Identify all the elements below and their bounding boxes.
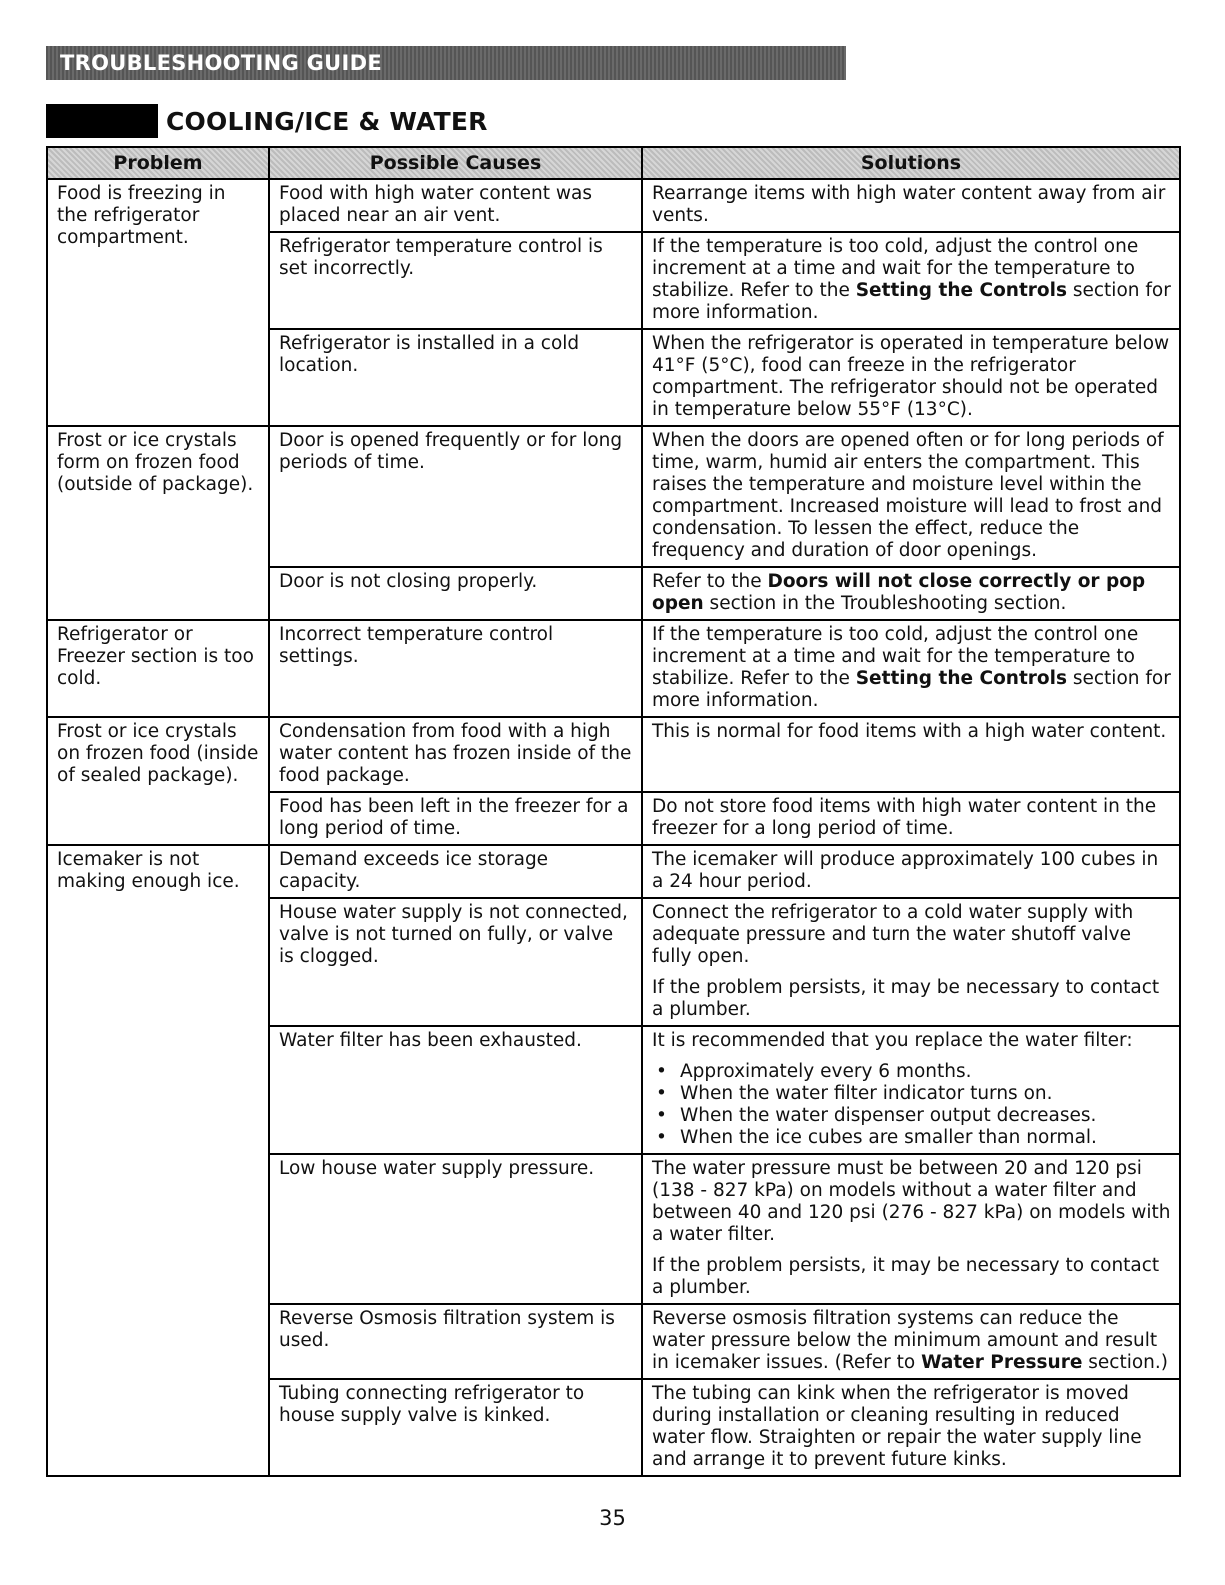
solution-cell: Do not store food items with high water content in the freezer for a long period of time. xyxy=(642,792,1180,845)
list-item: • Approximately every 6 months. xyxy=(652,1061,1171,1083)
solution-cell: The icemaker will produce approximately 100 cubes in a 24 hour period. xyxy=(642,845,1180,898)
cause-cell: Low house water supply pressure. xyxy=(269,1154,642,1304)
section-bar xyxy=(46,104,158,138)
solution-cell: The water pressure must be between 20 and 120 psi (138 - 827 kPa) on models without a water filter and between 40 and 120 psi (276 - 827 kPa) on models with a water filter. If the problem persists, it may be necessary to contact a plumber. xyxy=(642,1154,1180,1304)
cause-cell: Condensation from food with a high water content has frozen inside of the food package. xyxy=(269,717,642,792)
problem-cell: Refrigerator or Freezer section is too cold. xyxy=(47,620,269,717)
table-row xyxy=(47,426,1180,567)
solution-cell: This is normal for food items with a high water content. xyxy=(642,717,1180,792)
table-row xyxy=(47,845,1180,898)
section-title: COOLING/ICE & WATER xyxy=(166,106,488,136)
header-problem: Problem xyxy=(47,147,269,179)
solution-cell: It is recommended that you replace the water filter: • Approximately every 6 months. • When the water filter indicator turns on. • When the water dispenser output decreases. • When the ice cubes are smaller than normal. xyxy=(642,1026,1180,1154)
cause-cell: Door is opened frequently or for long periods of time. xyxy=(269,426,642,567)
problem-cell: Food is freezing in the refrigerator compartment. xyxy=(47,179,269,426)
cause-cell: Water filter has been exhausted. xyxy=(269,1026,642,1154)
cause-cell: Food with high water content was placed near an air vent. xyxy=(269,179,642,232)
header-causes: Possible Causes xyxy=(269,147,642,179)
cause-cell: Demand exceeds ice storage capacity. xyxy=(269,845,642,898)
list-item: • When the water filter indicator turns on. xyxy=(652,1083,1171,1105)
solution-cell: When the doors are opened often or for long periods of time, warm, humid air enters the compartment. This raises the temperature and moisture level within the compartment. Increased moisture will lead to frost and condensation. To lessen the effect, reduce the frequency and duration of door openings. xyxy=(642,426,1180,567)
solution-cell: Refer to the Doors will not close correctly or pop open section in the Troubleshooting section. xyxy=(642,567,1180,620)
solution-cell: If the temperature is too cold, adjust the control one increment at a time and wait for the temperature to stabilize. Refer to the Setting the Controls section for more information. xyxy=(642,620,1180,717)
problem-cell: Frost or ice crystals on frozen food (inside of sealed package). xyxy=(47,717,269,845)
solution-cell: The tubing can kink when the refrigerator is moved during installation or cleaning resulting in reduced water flow. Straighten or repair the water supply line and arrange it to prevent future kinks. xyxy=(642,1379,1180,1476)
table-row xyxy=(47,620,1180,717)
section-header xyxy=(46,104,488,138)
cause-cell: Incorrect temperature control settings. xyxy=(269,620,642,717)
list-item: • When the water dispenser output decreases. xyxy=(652,1105,1171,1127)
cause-cell: Food has been left in the freezer for a long period of time. xyxy=(269,792,642,845)
cause-cell: House water supply is not connected, valve is not turned on fully, or valve is clogged. xyxy=(269,898,642,1026)
cause-cell: Refrigerator is installed in a cold location. xyxy=(269,329,642,426)
table-header-row xyxy=(47,147,1180,179)
header-solutions: Solutions xyxy=(642,147,1180,179)
solution-cell: Connect the refrigerator to a cold water supply with adequate pressure and turn the water shutoff valve fully open. If the problem persists, it may be necessary to contact a plumber. xyxy=(642,898,1180,1026)
solution-cell: Reverse osmosis filtration systems can reduce the water pressure below the minimum amount and result in icemaker issues. (Refer to Water Pressure section.) xyxy=(642,1304,1180,1379)
list-item: • When the ice cubes are smaller than normal. xyxy=(652,1127,1171,1149)
cause-cell: Reverse Osmosis filtration system is used. xyxy=(269,1304,642,1379)
guide-banner: TROUBLESHOOTING GUIDE xyxy=(46,46,846,80)
cause-cell: Refrigerator temperature control is set incorrectly. xyxy=(269,232,642,329)
solution-cell: When the refrigerator is operated in temperature below 41°F (5°C), food can freeze in the refrigerator compartment. The refrigerator should not be operated in temperature below 55°F (13°C). xyxy=(642,329,1180,426)
page-number: 35 xyxy=(599,1506,626,1530)
cause-cell: Door is not closing properly. xyxy=(269,567,642,620)
problem-cell: Icemaker is not making enough ice. xyxy=(47,845,269,1476)
cause-cell: Tubing connecting refrigerator to house supply valve is kinked. xyxy=(269,1379,642,1476)
solution-cell: If the temperature is too cold, adjust the control one increment at a time and wait for the temperature to stabilize. Refer to the Setting the Controls section for more information. xyxy=(642,232,1180,329)
table-row xyxy=(47,179,1180,232)
bullet-list xyxy=(652,1061,1171,1149)
troubleshooting-table xyxy=(46,146,1181,1477)
solution-cell: Rearrange items with high water content away from air vents. xyxy=(642,179,1180,232)
table-row xyxy=(47,717,1180,792)
problem-cell: Frost or ice crystals form on frozen food (outside of package). xyxy=(47,426,269,620)
